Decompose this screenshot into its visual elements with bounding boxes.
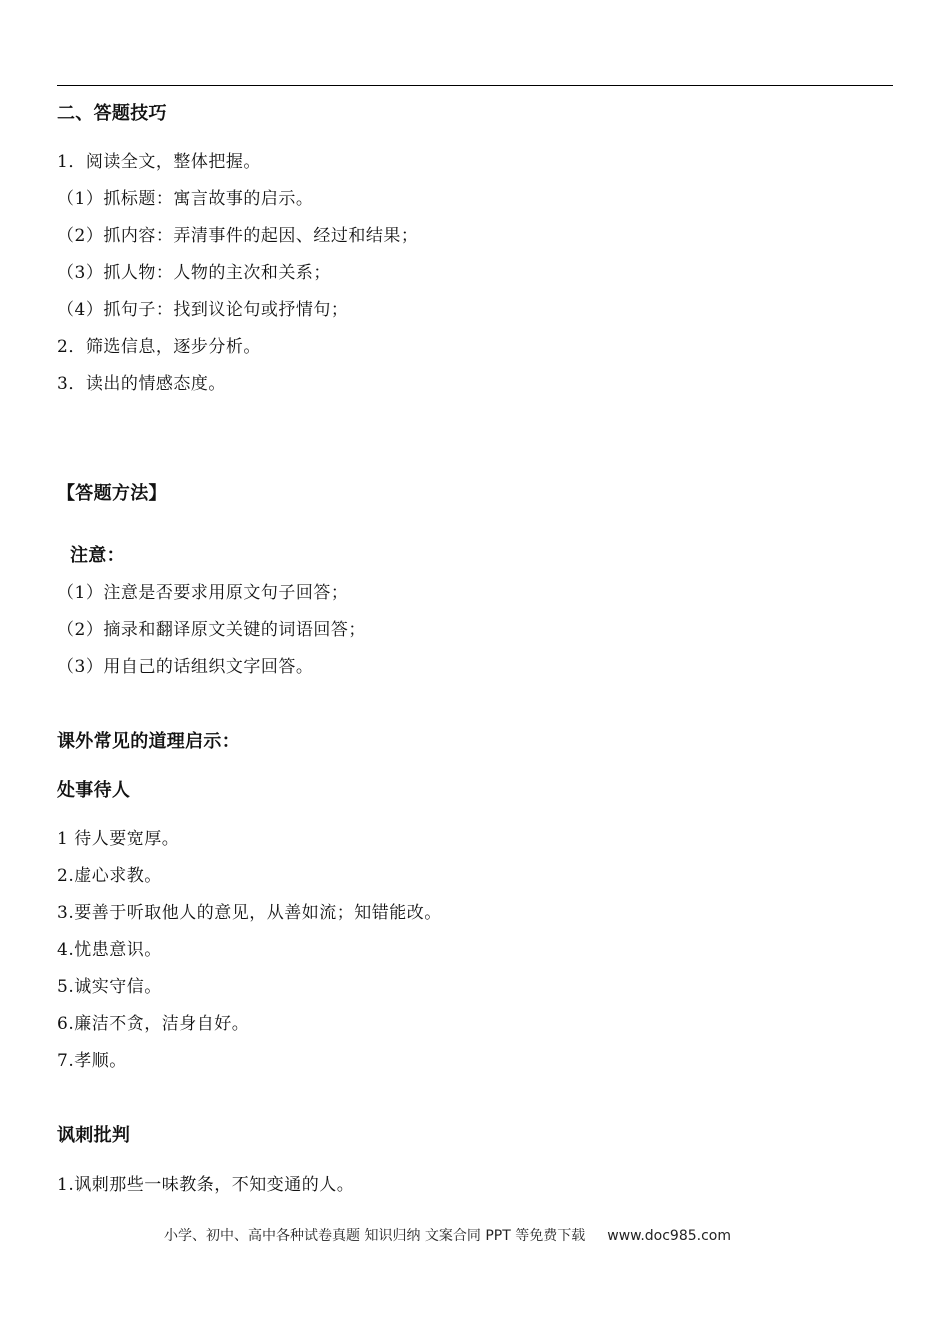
note-item: （1）注意是否要求用原文句子回答； (57, 583, 349, 603)
method-title: 【答题方法】 (57, 483, 167, 504)
satire-item: 1.讽刺那些一味教条，不知变通的人。 (57, 1175, 355, 1195)
footer-text: 小学、初中、高中各种试卷真题 知识归纳 文案合同 PPT 等免费下载 (164, 1228, 586, 1244)
tip-item: 3．读出的情感态度。 (57, 374, 226, 394)
tip-item: （2）抓内容：弄清事件的起因、经过和结果； (57, 226, 419, 246)
tip-item: （4）抓句子：找到议论句或抒情句； (57, 300, 349, 320)
conduct-title: 处事待人 (57, 780, 131, 801)
tip-item: （3）抓人物：人物的主次和关系； (57, 263, 331, 283)
conduct-item: 7.孝顺。 (57, 1051, 127, 1071)
conduct-item: 6.廉洁不贪，洁身自好。 (57, 1014, 250, 1034)
page-footer (164, 1226, 731, 1246)
tip-item: 1．阅读全文，整体把握。 (57, 152, 261, 172)
conduct-item: 3.要善于听取他人的意见，从善如流；知错能改。 (57, 903, 442, 923)
conduct-item: 4.忧患意识。 (57, 940, 162, 960)
conduct-item: 5.诚实守信。 (57, 977, 162, 997)
note-item: （2）摘录和翻译原文关键的词语回答； (57, 620, 366, 640)
section-title: 二、答题技巧 (57, 103, 167, 124)
note-item: （3）用自己的话组织文字回答。 (57, 657, 314, 677)
footer-site-link[interactable]: www.doc985.com (607, 1228, 731, 1244)
top-rule (57, 85, 893, 86)
note-title: 注意： (70, 545, 125, 566)
satire-title: 讽刺批判 (57, 1125, 131, 1146)
tip-item: （1）抓标题：寓言故事的启示。 (57, 189, 314, 209)
conduct-item: 1 待人要宽厚。 (57, 829, 180, 849)
tip-item: 2．筛选信息，逐步分析。 (57, 337, 261, 357)
common-title: 课外常见的道理启示： (57, 731, 240, 752)
conduct-item: 2.虚心求教。 (57, 866, 162, 886)
